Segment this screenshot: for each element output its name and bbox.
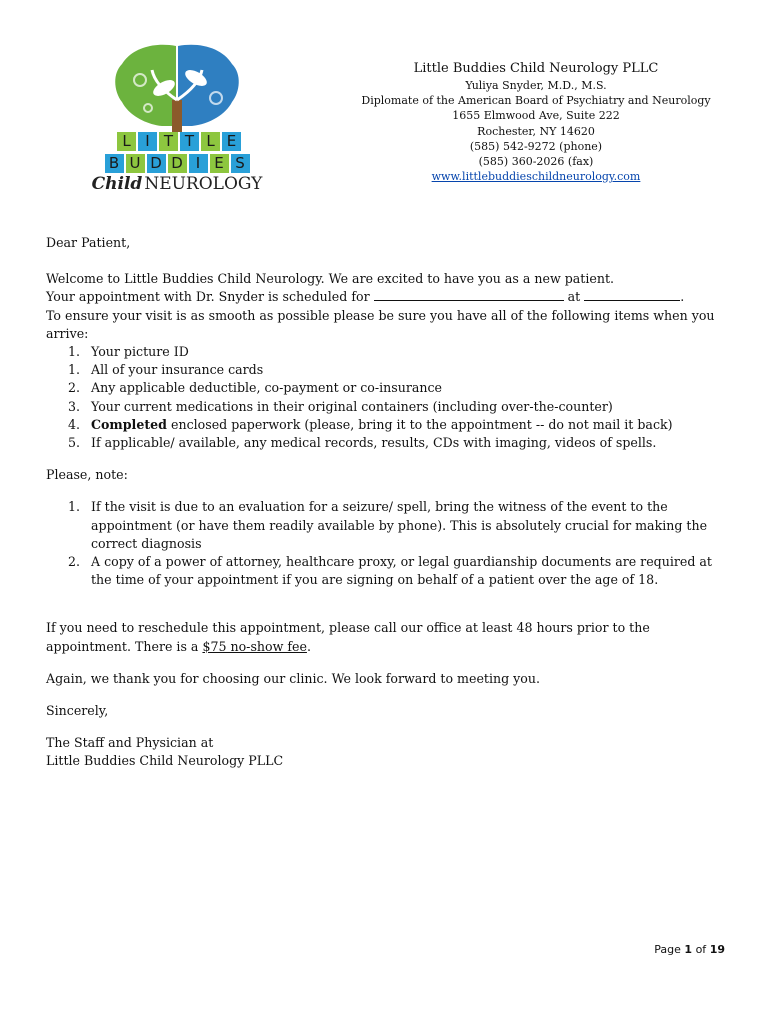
- list-item-bold: Completed: [91, 416, 167, 432]
- page-of: of: [695, 943, 707, 956]
- logo-tiles-buddies: [92, 154, 262, 173]
- list-item-text: enclosed paperwork (please, bring it to the appointment -- do not mail it back): [167, 416, 673, 432]
- appointment-line: [46, 288, 736, 306]
- logo-tile: T: [180, 132, 199, 151]
- list-item: [46, 379, 736, 397]
- list-item: [46, 361, 736, 379]
- list-item-number: 3.: [68, 398, 81, 414]
- page-current: 1: [684, 943, 693, 956]
- city-address: Rochester, NY 14620: [477, 124, 595, 138]
- list-item-number: 1.: [68, 344, 81, 360]
- letterhead: [330, 60, 742, 184]
- reschedule-prefix: If you need to reschedule this appointment, please call our office at least 48 hours prior to the appointment. There is a: [46, 620, 650, 654]
- note-item: [46, 498, 736, 553]
- logo-tile: L: [117, 132, 136, 151]
- logo-neurology-word: NEUROLOGY: [144, 174, 263, 194]
- note-item-number: 1.: [68, 499, 81, 515]
- no-show-fee: $75 no-show fee: [202, 638, 307, 654]
- logo-tile: I: [138, 132, 157, 151]
- list-item: [46, 343, 736, 361]
- list-item-number: 1.: [68, 362, 81, 378]
- items-list: [46, 343, 736, 452]
- list-item-text: Your current medications in their original containers (including over-the-counter): [91, 398, 613, 414]
- list-item: [46, 416, 736, 434]
- logo-wordmark: [92, 132, 262, 194]
- list-item-number: 5.: [68, 435, 81, 451]
- logo-tile: I: [189, 154, 208, 173]
- appointment-end: .: [680, 289, 685, 305]
- letter-body: [46, 234, 736, 771]
- appointment-at: at: [567, 289, 581, 305]
- logo-tile: D: [147, 154, 166, 173]
- street-address: 1655 Elmwood Ave, Suite 222: [452, 109, 620, 123]
- list-item-text: All of your insurance cards: [91, 362, 264, 378]
- logo-tile: E: [210, 154, 229, 173]
- salutation: Dear Patient,: [46, 235, 131, 250]
- logo-tile: U: [126, 154, 145, 173]
- appointment-prefix: Your appointment with Dr. Snyder is scheduled for: [46, 289, 370, 305]
- board-certification: Diplomate of the American Board of Psychiatry and Neurology: [361, 94, 711, 108]
- note-item-number: 2.: [68, 554, 81, 570]
- note-item-text: If the visit is due to an evaluation for a seizure/ spell, bring the witness of the event to the appointment (or have them readily available by phone). This is absolutely crucial for making the correct diagnosis: [91, 499, 708, 551]
- phone-number: (585) 542-9272 (phone): [469, 139, 603, 153]
- logo-child-neurology: [92, 174, 262, 194]
- note-heading: Please, note:: [46, 467, 128, 483]
- list-item-text: Any applicable deductible, co-payment or co-insurance: [91, 380, 442, 396]
- list-item: [46, 434, 736, 452]
- website-link[interactable]: www.littlebuddieschildneurology.com: [431, 170, 641, 184]
- reschedule-end: .: [306, 638, 311, 654]
- logo-tile: B: [105, 154, 124, 173]
- logo-tile: T: [159, 132, 178, 151]
- logo-tile: D: [168, 154, 187, 173]
- appointment-time-blank: [584, 288, 680, 301]
- notes-list: [46, 498, 736, 589]
- logo-child-word: Child: [91, 174, 143, 194]
- signature-line-2: Little Buddies Child Neurology PLLC: [46, 753, 284, 769]
- closing: Sincerely,: [46, 703, 109, 719]
- reschedule-paragraph: [46, 619, 736, 655]
- welcome-line: Welcome to Little Buddies Child Neurology. We are excited to have you as a new patient.: [46, 271, 615, 287]
- smooth-visit-line: To ensure your visit is as smooth as possible please be sure you have all of the following items when you arrive:: [46, 307, 715, 341]
- logo-tile: S: [231, 154, 250, 173]
- logo-tile: L: [201, 132, 220, 151]
- list-item: [46, 398, 736, 416]
- org-name: Little Buddies Child Neurology PLLC: [413, 61, 659, 76]
- logo-tiles-little: [96, 132, 262, 151]
- note-item-text: A copy of a power of attorney, healthcare proxy, or legal guardianship documents are required at the time of your appointment if you are signing on behalf of a patient over the age of 18.: [91, 554, 712, 588]
- list-item-number: 4.: [68, 416, 81, 432]
- page-label: Page: [654, 943, 681, 956]
- fax-number: (585) 360-2026 (fax): [478, 155, 594, 169]
- thanks-line: Again, we thank you for choosing our clinic. We look forward to meeting you.: [46, 670, 540, 686]
- page-total: 19: [709, 943, 725, 956]
- list-item-text: If applicable/ available, any medical records, results, CDs with imaging, videos of spells.: [91, 435, 657, 451]
- physician-name: Yuliya Snyder, M.D., M.S.: [465, 79, 607, 92]
- list-item-text: Your picture ID: [91, 344, 189, 360]
- list-item-number: 2.: [68, 380, 81, 396]
- logo-tile: E: [222, 132, 241, 151]
- appointment-date-blank: [374, 288, 564, 301]
- note-item: [46, 553, 736, 589]
- signature-line-1: The Staff and Physician at: [46, 735, 214, 751]
- page-number: [654, 943, 725, 956]
